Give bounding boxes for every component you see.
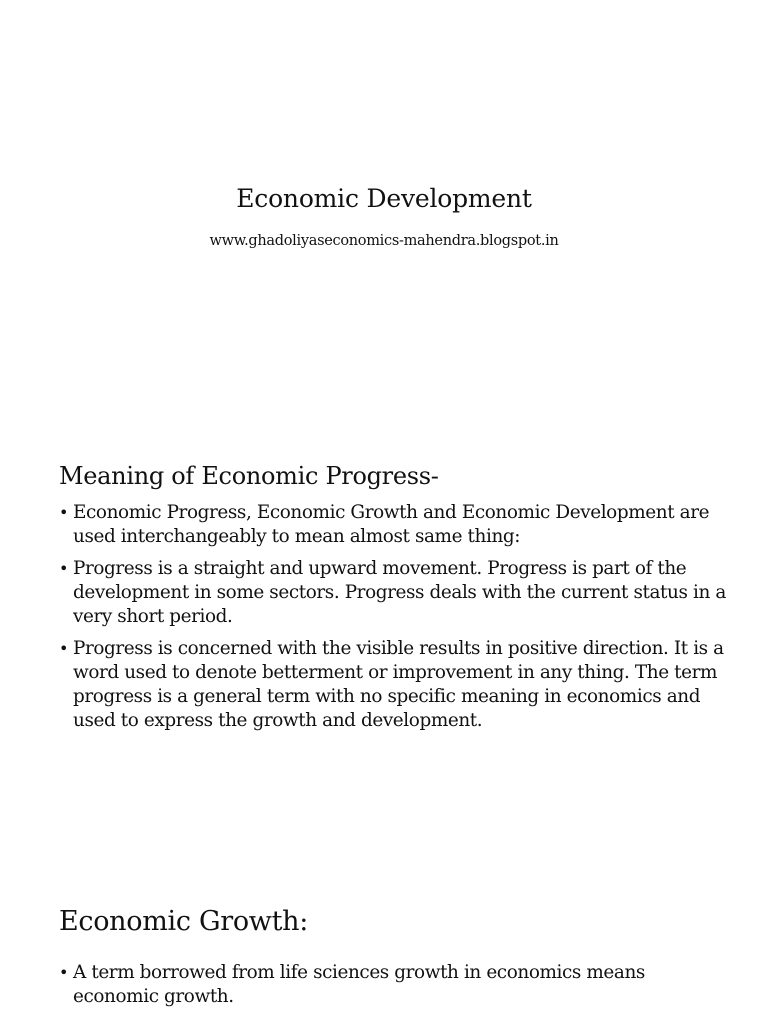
- bullet-item: [59, 637, 729, 733]
- bullet-text: Economic Progress, Economic Growth and Economic Development are used interchangeably to mean almost same thing:: [73, 502, 710, 547]
- bullet-dot-icon: •: [59, 503, 69, 522]
- bullet-item: [59, 961, 729, 1009]
- bullet-dot-icon: •: [59, 559, 69, 578]
- bullet-dot-icon: •: [59, 639, 69, 658]
- bullet-list: [59, 961, 729, 1017]
- bullet-text: A term borrowed from life sciences growth in economics means economic growth.: [73, 962, 645, 1007]
- bullet-item: [59, 557, 729, 629]
- bullet-text: Progress is a straight and upward movement. Progress is part of the development in some sectors. Progress deals with the current status in a very short period.: [73, 558, 726, 627]
- slide-economic-growth: [0, 864, 768, 1024]
- presentation-subtitle-url: www.ghadoliyaseconomics-mahendra.blogspot.in: [209, 233, 559, 249]
- slide-economic-progress: [0, 432, 768, 864]
- bullet-text: Progress is concerned with the visible results in positive direction. It is a word used to denote betterment or improvement in any thing. The term progress is a general term with no specific meaning in economics and used to express the growth and development.: [73, 638, 724, 731]
- slide-heading: Economic Growth:: [59, 906, 309, 937]
- bullet-list: [59, 501, 729, 741]
- bullet-item: [59, 501, 729, 549]
- bullet-dot-icon: •: [59, 963, 69, 982]
- slide-heading: Meaning of Economic Progress-: [59, 462, 439, 490]
- presentation-title: Economic Development: [236, 184, 532, 213]
- slide-title: [0, 0, 768, 432]
